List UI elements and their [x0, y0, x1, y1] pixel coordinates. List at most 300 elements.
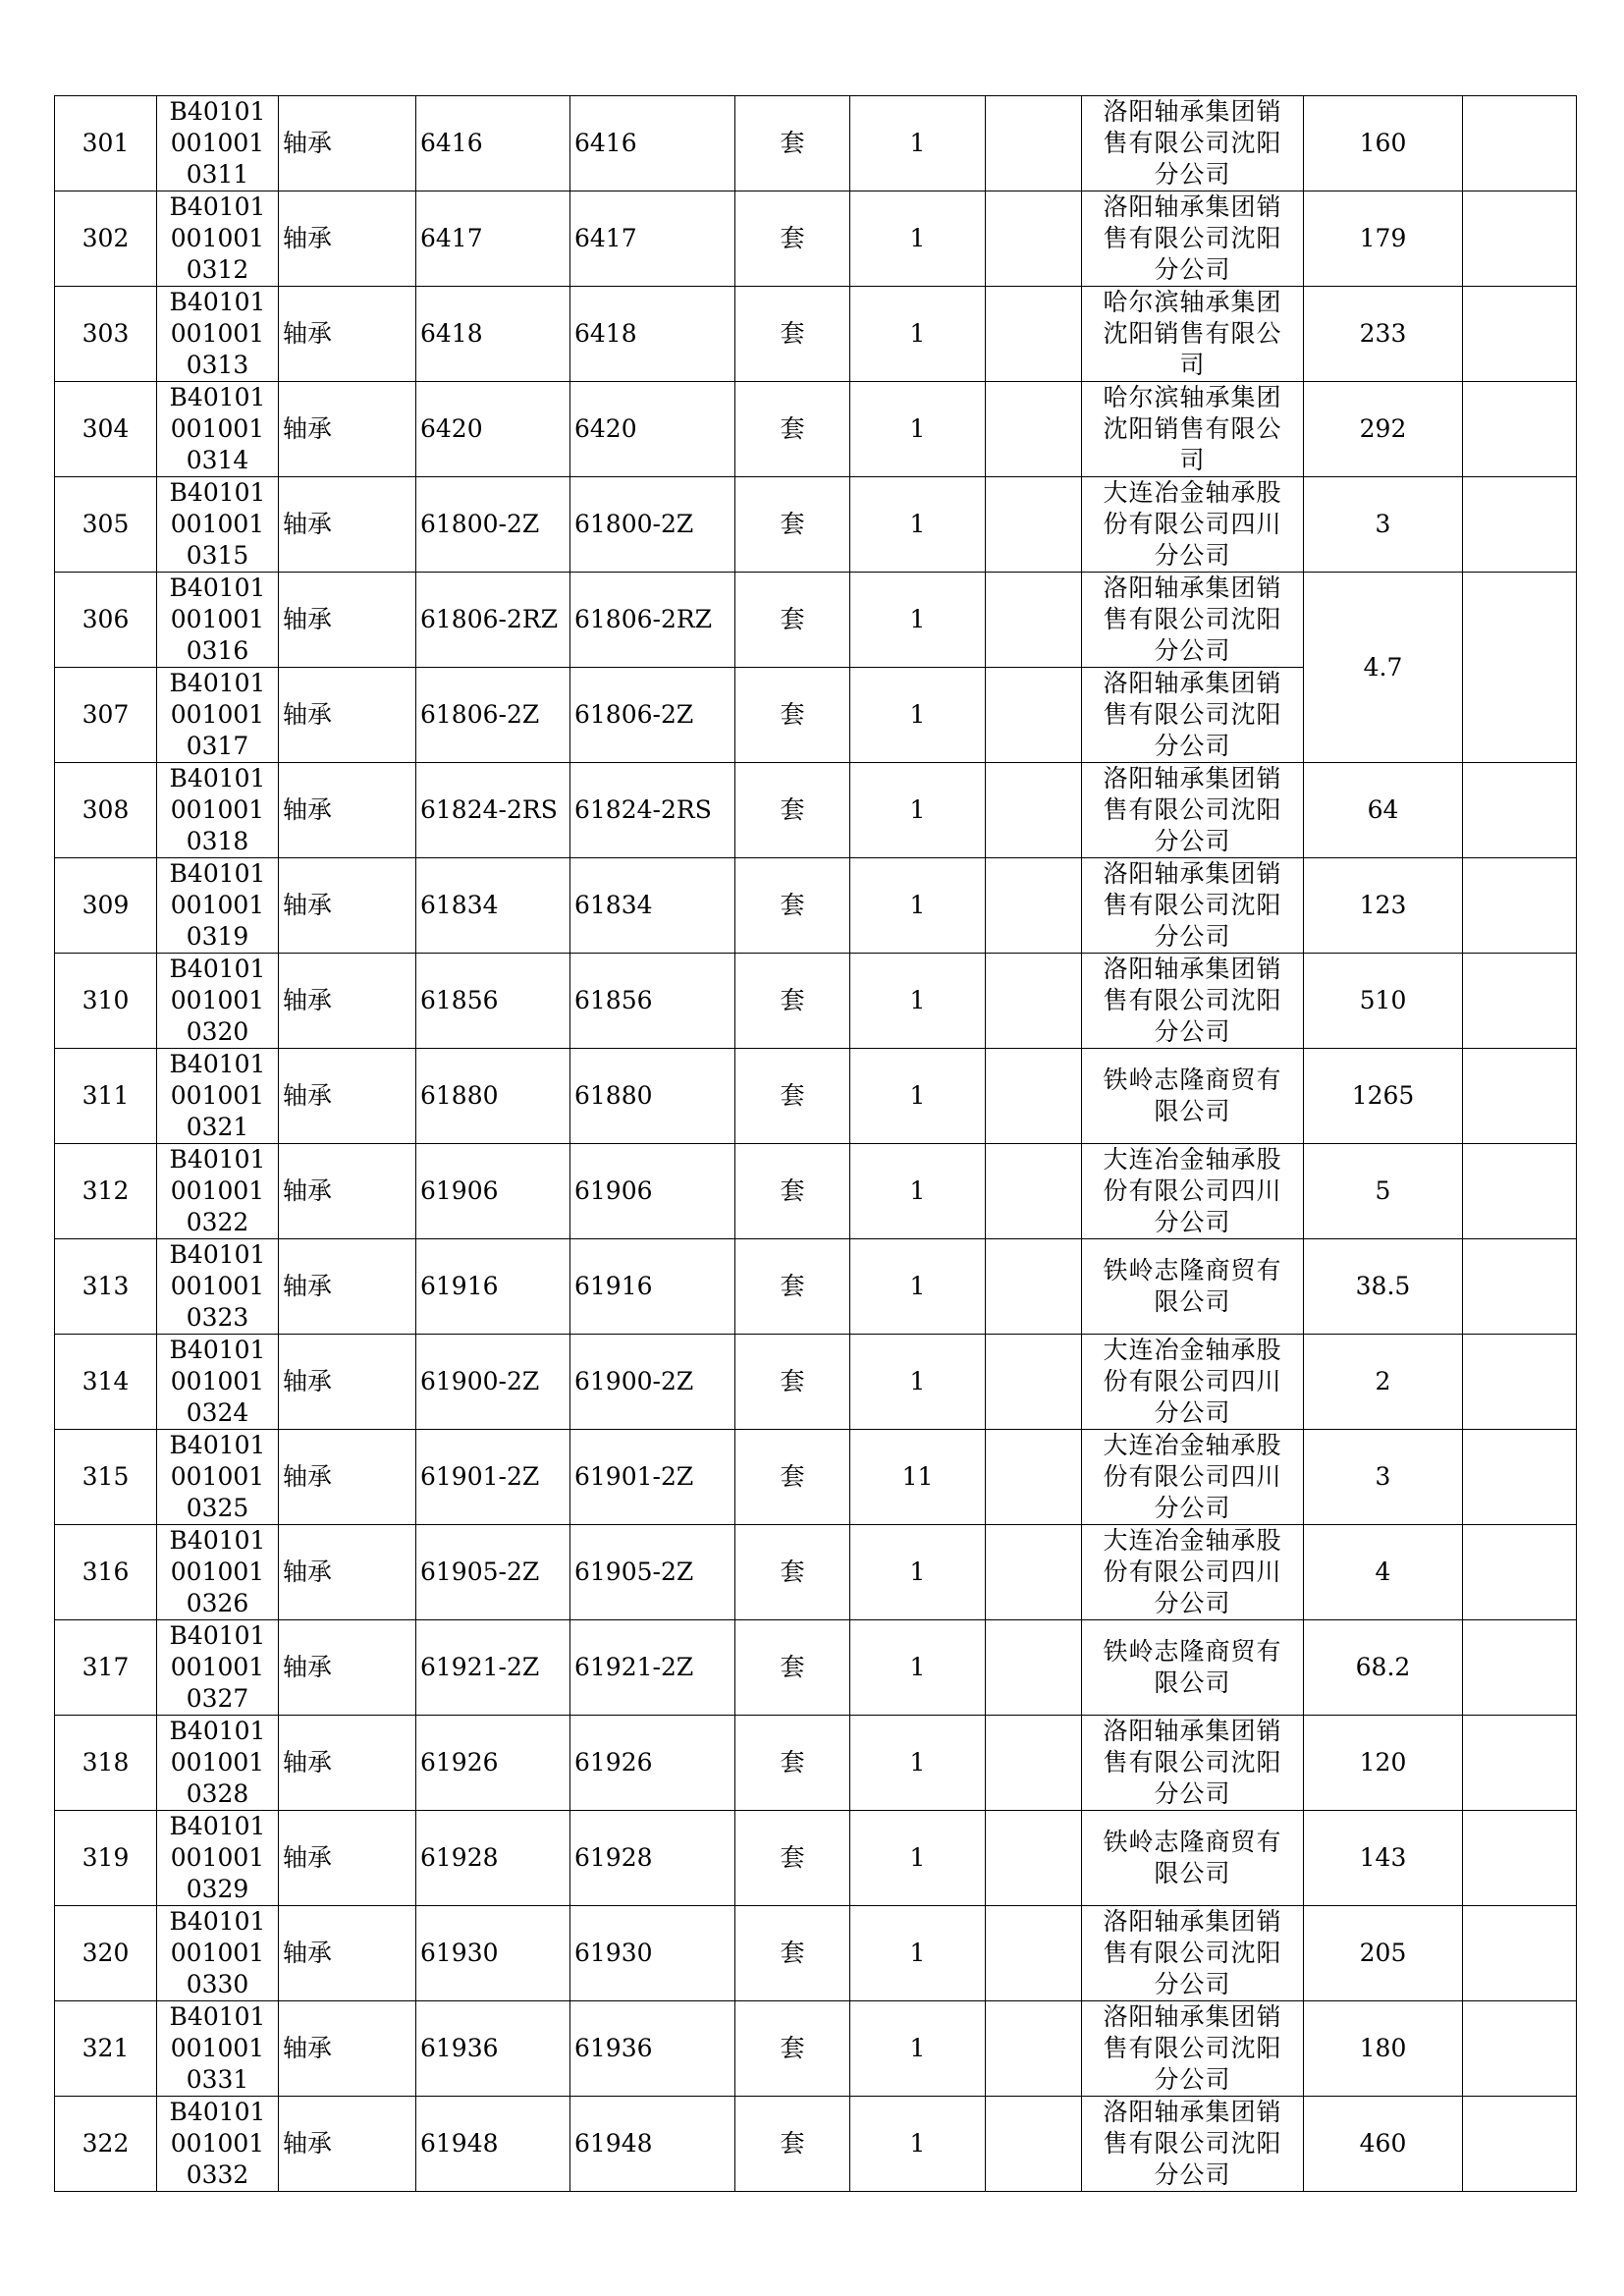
- quantity-cell: 1: [850, 858, 986, 954]
- spec-cell: 6416: [416, 96, 570, 191]
- row-index-cell: 315: [55, 1430, 157, 1525]
- spec-cell: 61834: [416, 858, 570, 954]
- supplier-text: 铁岭志隆商贸有限公司: [1103, 1066, 1282, 1125]
- material-code-text: B401010010010312: [169, 192, 266, 284]
- row-index-cell: 320: [55, 1906, 157, 2001]
- unit-cell: 套: [735, 858, 850, 954]
- quantity-cell: 1: [850, 1906, 986, 2001]
- spec-cell: 61936: [416, 2001, 570, 2097]
- row-index-cell: 310: [55, 954, 157, 1049]
- supplier-text: 洛阳轴承集团销售有限公司沈阳分公司: [1103, 574, 1282, 665]
- table-row: [55, 954, 1577, 1049]
- model-cell: 61880: [570, 1049, 735, 1144]
- unit-price-cell: 68.2: [1304, 1620, 1463, 1716]
- material-code-text: B401010010010311: [169, 97, 266, 189]
- quantity-cell: 1: [850, 191, 986, 287]
- material-code-text: B401010010010332: [169, 2098, 266, 2189]
- supplier-cell: [1082, 2097, 1304, 2192]
- remarks-cell: [1463, 1144, 1577, 1239]
- quantity-cell: 1: [850, 1049, 986, 1144]
- unit-price-cell: 5: [1304, 1144, 1463, 1239]
- row-index-cell: 322: [55, 2097, 157, 2192]
- row-index-cell: 306: [55, 573, 157, 668]
- quantity-cell: 1: [850, 954, 986, 1049]
- model-cell: 61901-2Z: [570, 1430, 735, 1525]
- empty-cell: [986, 1620, 1082, 1716]
- empty-cell: [986, 477, 1082, 573]
- material-code-cell: [157, 763, 279, 858]
- supplier-cell: [1082, 1906, 1304, 2001]
- unit-price-cell: 460: [1304, 2097, 1463, 2192]
- model-cell: 6416: [570, 96, 735, 191]
- spec-cell: 61948: [416, 2097, 570, 2192]
- supplier-cell: [1082, 96, 1304, 191]
- spec-cell: 61930: [416, 1906, 570, 2001]
- unit-cell: 套: [735, 1239, 850, 1335]
- unit-price-cell: 64: [1304, 763, 1463, 858]
- supplier-cell: [1082, 287, 1304, 382]
- unit-cell: 套: [735, 287, 850, 382]
- quantity-cell: 11: [850, 1430, 986, 1525]
- unit-cell: 套: [735, 2001, 850, 2097]
- model-cell: 61936: [570, 2001, 735, 2097]
- material-code-text: B401010010010324: [169, 1336, 266, 1427]
- spec-cell: 61856: [416, 954, 570, 1049]
- remarks-cell: [1463, 954, 1577, 1049]
- supplier-cell: [1082, 2001, 1304, 2097]
- supplier-text: 洛阳轴承集团销售有限公司沈阳分公司: [1103, 97, 1282, 189]
- supplier-cell: [1082, 1716, 1304, 1811]
- item-name-cell: 轴承: [279, 763, 416, 858]
- supplier-cell: [1082, 668, 1304, 763]
- material-code-text: B401010010010315: [169, 478, 266, 570]
- model-cell: 6420: [570, 382, 735, 477]
- table-row: [55, 573, 1577, 668]
- remarks-cell: [1463, 2001, 1577, 2097]
- unit-price-cell: 120: [1304, 1716, 1463, 1811]
- empty-cell: [986, 287, 1082, 382]
- spec-cell: 61921-2Z: [416, 1620, 570, 1716]
- item-name-cell: 轴承: [279, 2097, 416, 2192]
- supplier-cell: [1082, 191, 1304, 287]
- quantity-cell: 1: [850, 573, 986, 668]
- quantity-cell: 1: [850, 1335, 986, 1430]
- remarks-cell: [1463, 573, 1577, 763]
- remarks-cell: [1463, 382, 1577, 477]
- unit-price-cell: 160: [1304, 96, 1463, 191]
- material-code-cell: [157, 1049, 279, 1144]
- supplier-cell: [1082, 1811, 1304, 1906]
- item-name-cell: 轴承: [279, 191, 416, 287]
- supplier-text: 哈尔滨轴承集团沈阳销售有限公司: [1103, 383, 1282, 474]
- row-index-cell: 317: [55, 1620, 157, 1716]
- material-code-cell: [157, 1716, 279, 1811]
- unit-price-cell: 2: [1304, 1335, 1463, 1430]
- unit-cell: 套: [735, 477, 850, 573]
- spec-cell: 6417: [416, 191, 570, 287]
- material-code-cell: [157, 1811, 279, 1906]
- unit-cell: 套: [735, 96, 850, 191]
- model-cell: 61900-2Z: [570, 1335, 735, 1430]
- empty-cell: [986, 668, 1082, 763]
- material-code-text: B401010010010314: [169, 383, 266, 474]
- material-code-cell: [157, 1620, 279, 1716]
- remarks-cell: [1463, 1716, 1577, 1811]
- item-name-cell: 轴承: [279, 287, 416, 382]
- spec-cell: 61916: [416, 1239, 570, 1335]
- material-code-text: B401010010010320: [169, 955, 266, 1046]
- unit-price-cell: 38.5: [1304, 1239, 1463, 1335]
- row-index-cell: 314: [55, 1335, 157, 1430]
- supplier-cell: [1082, 1239, 1304, 1335]
- spec-cell: 6418: [416, 287, 570, 382]
- table-row: [55, 1239, 1577, 1335]
- row-index-cell: 303: [55, 287, 157, 382]
- remarks-cell: [1463, 1239, 1577, 1335]
- table-row: [55, 1906, 1577, 2001]
- row-index-cell: 311: [55, 1049, 157, 1144]
- supplier-text: 大连冶金轴承股份有限公司四川分公司: [1103, 1526, 1282, 1617]
- table-row: [55, 2001, 1577, 2097]
- unit-price-cell: 1265: [1304, 1049, 1463, 1144]
- empty-cell: [986, 1144, 1082, 1239]
- table-row: [55, 1620, 1577, 1716]
- spec-cell: 61824-2RS: [416, 763, 570, 858]
- item-name-cell: 轴承: [279, 858, 416, 954]
- item-name-cell: 轴承: [279, 1049, 416, 1144]
- unit-price-cell: 179: [1304, 191, 1463, 287]
- quantity-cell: 1: [850, 1811, 986, 1906]
- table-row: [55, 1144, 1577, 1239]
- table-row: [55, 858, 1577, 954]
- row-index-cell: 316: [55, 1525, 157, 1620]
- empty-cell: [986, 2097, 1082, 2192]
- supplier-text: 大连冶金轴承股份有限公司四川分公司: [1103, 1145, 1282, 1236]
- empty-cell: [986, 1049, 1082, 1144]
- remarks-cell: [1463, 1811, 1577, 1906]
- item-name-cell: 轴承: [279, 1525, 416, 1620]
- table-row: [55, 191, 1577, 287]
- item-name-cell: 轴承: [279, 1906, 416, 2001]
- material-code-cell: [157, 954, 279, 1049]
- unit-price-cell: 180: [1304, 2001, 1463, 2097]
- empty-cell: [986, 1525, 1082, 1620]
- quantity-cell: 1: [850, 2097, 986, 2192]
- supplier-text: 大连冶金轴承股份有限公司四川分公司: [1103, 478, 1282, 570]
- item-name-cell: 轴承: [279, 2001, 416, 2097]
- supplier-cell: [1082, 477, 1304, 573]
- spec-cell: 61800-2Z: [416, 477, 570, 573]
- supplier-text: 洛阳轴承集团销售有限公司沈阳分公司: [1103, 192, 1282, 284]
- empty-cell: [986, 96, 1082, 191]
- material-code-text: B401010010010322: [169, 1145, 266, 1236]
- unit-cell: 套: [735, 1716, 850, 1811]
- material-code-text: B401010010010330: [169, 1907, 266, 1998]
- material-code-text: B401010010010313: [169, 288, 266, 379]
- unit-cell: 套: [735, 573, 850, 668]
- supplier-cell: [1082, 1525, 1304, 1620]
- row-index-cell: 304: [55, 382, 157, 477]
- material-code-cell: [157, 573, 279, 668]
- quantity-cell: 1: [850, 1144, 986, 1239]
- material-code-text: B401010010010316: [169, 574, 266, 665]
- remarks-cell: [1463, 763, 1577, 858]
- supplier-cell: [1082, 1430, 1304, 1525]
- row-index-cell: 313: [55, 1239, 157, 1335]
- spec-cell: 61928: [416, 1811, 570, 1906]
- spec-cell: 6420: [416, 382, 570, 477]
- spec-cell: 61806-2Z: [416, 668, 570, 763]
- spec-cell: 61900-2Z: [416, 1335, 570, 1430]
- item-name-cell: 轴承: [279, 1620, 416, 1716]
- empty-cell: [986, 954, 1082, 1049]
- empty-cell: [986, 2001, 1082, 2097]
- quantity-cell: 1: [850, 477, 986, 573]
- empty-cell: [986, 1716, 1082, 1811]
- model-cell: 61806-2Z: [570, 668, 735, 763]
- quantity-cell: 1: [850, 1525, 986, 1620]
- table-row: [55, 2097, 1577, 2192]
- empty-cell: [986, 1430, 1082, 1525]
- item-name-cell: 轴承: [279, 1335, 416, 1430]
- supplier-text: 洛阳轴承集团销售有限公司沈阳分公司: [1103, 2002, 1282, 2094]
- item-name-cell: 轴承: [279, 1811, 416, 1906]
- empty-cell: [986, 763, 1082, 858]
- unit-price-cell: 233: [1304, 287, 1463, 382]
- material-code-text: B401010010010327: [169, 1621, 266, 1713]
- table-row: [55, 287, 1577, 382]
- material-code-text: B401010010010319: [169, 859, 266, 951]
- item-name-cell: 轴承: [279, 954, 416, 1049]
- table-row: [55, 1716, 1577, 1811]
- quantity-cell: 1: [850, 763, 986, 858]
- unit-cell: 套: [735, 191, 850, 287]
- unit-price-cell: 3: [1304, 477, 1463, 573]
- supplier-text: 铁岭志隆商贸有限公司: [1103, 1828, 1282, 1887]
- material-code-cell: [157, 2001, 279, 2097]
- table-row: [55, 1049, 1577, 1144]
- model-cell: 61824-2RS: [570, 763, 735, 858]
- quantity-cell: 1: [850, 287, 986, 382]
- unit-price-cell: 4.7: [1304, 573, 1463, 763]
- supplier-cell: [1082, 573, 1304, 668]
- remarks-cell: [1463, 287, 1577, 382]
- model-cell: 61905-2Z: [570, 1525, 735, 1620]
- unit-cell: 套: [735, 1335, 850, 1430]
- item-name-cell: 轴承: [279, 382, 416, 477]
- material-code-cell: [157, 477, 279, 573]
- supplier-text: 洛阳轴承集团销售有限公司沈阳分公司: [1103, 955, 1282, 1046]
- empty-cell: [986, 1335, 1082, 1430]
- material-code-cell: [157, 96, 279, 191]
- material-code-cell: [157, 1430, 279, 1525]
- unit-cell: 套: [735, 1144, 850, 1239]
- table-row: [55, 1430, 1577, 1525]
- remarks-cell: [1463, 2097, 1577, 2192]
- unit-cell: 套: [735, 1906, 850, 2001]
- model-cell: 61834: [570, 858, 735, 954]
- remarks-cell: [1463, 1525, 1577, 1620]
- supplier-text: 洛阳轴承集团销售有限公司沈阳分公司: [1103, 2098, 1282, 2189]
- remarks-cell: [1463, 191, 1577, 287]
- supplier-cell: [1082, 382, 1304, 477]
- row-index-cell: 307: [55, 668, 157, 763]
- supplier-text: 铁岭志隆商贸有限公司: [1103, 1637, 1282, 1697]
- model-cell: 61928: [570, 1811, 735, 1906]
- row-index-cell: 309: [55, 858, 157, 954]
- material-code-cell: [157, 1335, 279, 1430]
- quantity-cell: 1: [850, 2001, 986, 2097]
- unit-cell: 套: [735, 1525, 850, 1620]
- quantity-cell: 1: [850, 96, 986, 191]
- empty-cell: [986, 573, 1082, 668]
- unit-cell: 套: [735, 1811, 850, 1906]
- material-code-text: B401010010010318: [169, 764, 266, 855]
- material-code-cell: [157, 858, 279, 954]
- supplier-text: 洛阳轴承集团销售有限公司沈阳分公司: [1103, 764, 1282, 855]
- model-cell: 61926: [570, 1716, 735, 1811]
- unit-cell: 套: [735, 382, 850, 477]
- supplier-text: 洛阳轴承集团销售有限公司沈阳分公司: [1103, 669, 1282, 760]
- remarks-cell: [1463, 1335, 1577, 1430]
- table-body: [55, 96, 1577, 2192]
- material-code-cell: [157, 1144, 279, 1239]
- supplier-cell: [1082, 1335, 1304, 1430]
- supplier-text: 大连冶金轴承股份有限公司四川分公司: [1103, 1336, 1282, 1427]
- supplier-cell: [1082, 1620, 1304, 1716]
- supplier-cell: [1082, 1144, 1304, 1239]
- quantity-cell: 1: [850, 1620, 986, 1716]
- model-cell: 61800-2Z: [570, 477, 735, 573]
- remarks-cell: [1463, 1430, 1577, 1525]
- unit-cell: 套: [735, 668, 850, 763]
- model-cell: 61906: [570, 1144, 735, 1239]
- unit-price-cell: 3: [1304, 1430, 1463, 1525]
- empty-cell: [986, 382, 1082, 477]
- item-name-cell: 轴承: [279, 573, 416, 668]
- item-name-cell: 轴承: [279, 1239, 416, 1335]
- table-row: [55, 477, 1577, 573]
- unit-cell: 套: [735, 1620, 850, 1716]
- spec-cell: 61905-2Z: [416, 1525, 570, 1620]
- price-table: [54, 95, 1577, 2192]
- unit-price-cell: 205: [1304, 1906, 1463, 2001]
- model-cell: 61806-2RZ: [570, 573, 735, 668]
- material-code-text: B401010010010323: [169, 1240, 266, 1332]
- remarks-cell: [1463, 1049, 1577, 1144]
- table-row: [55, 1335, 1577, 1430]
- supplier-cell: [1082, 858, 1304, 954]
- unit-cell: 套: [735, 954, 850, 1049]
- remarks-cell: [1463, 1620, 1577, 1716]
- material-code-text: B401010010010325: [169, 1431, 266, 1522]
- material-code-text: B401010010010328: [169, 1717, 266, 1808]
- model-cell: 61856: [570, 954, 735, 1049]
- remarks-cell: [1463, 1906, 1577, 2001]
- unit-price-cell: 143: [1304, 1811, 1463, 1906]
- supplier-text: 洛阳轴承集团销售有限公司沈阳分公司: [1103, 1717, 1282, 1808]
- item-name-cell: 轴承: [279, 1430, 416, 1525]
- item-name-cell: 轴承: [279, 1716, 416, 1811]
- table-row: [55, 1811, 1577, 1906]
- item-name-cell: 轴承: [279, 96, 416, 191]
- quantity-cell: 1: [850, 1716, 986, 1811]
- price-table-page: [54, 95, 1576, 2192]
- supplier-cell: [1082, 763, 1304, 858]
- remarks-cell: [1463, 96, 1577, 191]
- quantity-cell: 1: [850, 1239, 986, 1335]
- model-cell: 6418: [570, 287, 735, 382]
- supplier-text: 铁岭志隆商贸有限公司: [1103, 1256, 1282, 1316]
- unit-cell: 套: [735, 763, 850, 858]
- material-code-cell: [157, 287, 279, 382]
- item-name-cell: 轴承: [279, 668, 416, 763]
- spec-cell: 61806-2RZ: [416, 573, 570, 668]
- unit-cell: 套: [735, 2097, 850, 2192]
- unit-price-cell: 123: [1304, 858, 1463, 954]
- supplier-text: 大连冶金轴承股份有限公司四川分公司: [1103, 1431, 1282, 1522]
- item-name-cell: 轴承: [279, 1144, 416, 1239]
- row-index-cell: 321: [55, 2001, 157, 2097]
- row-index-cell: 318: [55, 1716, 157, 1811]
- unit-price-cell: 292: [1304, 382, 1463, 477]
- remarks-cell: [1463, 477, 1577, 573]
- row-index-cell: 302: [55, 191, 157, 287]
- table-row: [55, 1525, 1577, 1620]
- model-cell: 61916: [570, 1239, 735, 1335]
- unit-cell: 套: [735, 1430, 850, 1525]
- table-row: [55, 382, 1577, 477]
- empty-cell: [986, 1811, 1082, 1906]
- empty-cell: [986, 191, 1082, 287]
- unit-cell: 套: [735, 1049, 850, 1144]
- row-index-cell: 308: [55, 763, 157, 858]
- empty-cell: [986, 1239, 1082, 1335]
- material-code-cell: [157, 382, 279, 477]
- material-code-text: B401010010010329: [169, 1812, 266, 1903]
- model-cell: 6417: [570, 191, 735, 287]
- item-name-cell: 轴承: [279, 477, 416, 573]
- model-cell: 61948: [570, 2097, 735, 2192]
- empty-cell: [986, 1906, 1082, 2001]
- material-code-text: B401010010010317: [169, 669, 266, 760]
- material-code-cell: [157, 2097, 279, 2192]
- material-code-text: B401010010010331: [169, 2002, 266, 2094]
- quantity-cell: 1: [850, 668, 986, 763]
- table-row: [55, 96, 1577, 191]
- material-code-cell: [157, 668, 279, 763]
- unit-price-cell: 4: [1304, 1525, 1463, 1620]
- spec-cell: 61901-2Z: [416, 1430, 570, 1525]
- material-code-cell: [157, 191, 279, 287]
- material-code-cell: [157, 1239, 279, 1335]
- model-cell: 61930: [570, 1906, 735, 2001]
- row-index-cell: 319: [55, 1811, 157, 1906]
- empty-cell: [986, 858, 1082, 954]
- spec-cell: 61926: [416, 1716, 570, 1811]
- supplier-cell: [1082, 1049, 1304, 1144]
- remarks-cell: [1463, 858, 1577, 954]
- supplier-cell: [1082, 954, 1304, 1049]
- quantity-cell: 1: [850, 382, 986, 477]
- row-index-cell: 305: [55, 477, 157, 573]
- row-index-cell: 301: [55, 96, 157, 191]
- model-cell: 61921-2Z: [570, 1620, 735, 1716]
- spec-cell: 61906: [416, 1144, 570, 1239]
- table-row: [55, 763, 1577, 858]
- material-code-cell: [157, 1525, 279, 1620]
- supplier-text: 洛阳轴承集团销售有限公司沈阳分公司: [1103, 1907, 1282, 1998]
